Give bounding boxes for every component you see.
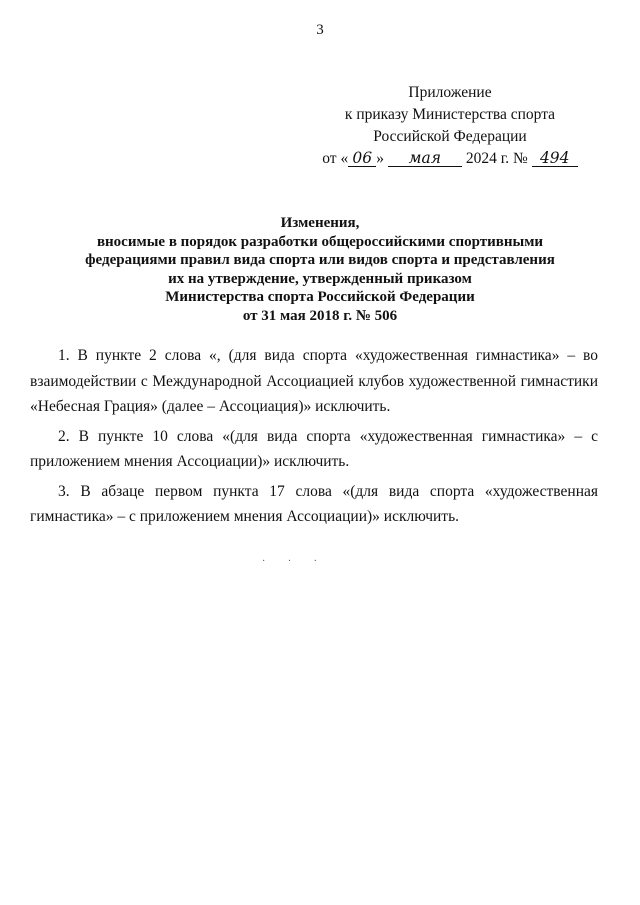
appendix-ministry: Российской Федерации	[373, 128, 527, 145]
title-line-1: Изменения,	[280, 215, 360, 231]
year-text: 2024 г. №	[465, 150, 528, 167]
document-body	[30, 343, 598, 530]
document-title	[40, 214, 600, 325]
handwritten-month: мая	[388, 150, 462, 167]
page-number: 3	[316, 22, 324, 38]
title-line-4: их на утверждение, утвержденный приказом	[168, 270, 472, 287]
title-line-2: вносимые в порядок разработки общероссийскими спортивными	[96, 233, 544, 250]
appendix-header	[300, 82, 600, 170]
paragraph-3: 3. В абзаце первом пункта 17 слова «(для вида спорта «художественная гимнастика» – с приложением мнения Ассоциации)» исключить.	[30, 482, 598, 525]
appendix-title: Приложение	[408, 84, 492, 101]
paragraph-1: 1. В пункте 2 слова «, (для вида спорта «художественная гимнастика» – во взаимодействии с Международной Ассоциацией клубов художественной гимнастики «Небесная Грация» (далее – Ассоциация)» исключить.	[30, 347, 598, 415]
paragraph-2: 2. В пункте 10 слова «(для вида спорта «художественная гимнастика» – с приложением мнения Ассоциации)» исключить.	[30, 427, 598, 470]
title-line-5: Министерства спорта Российской Федерации	[165, 289, 475, 305]
title-line-6: от 31 мая 2018 г. № 506	[242, 307, 398, 324]
appendix-date-line	[300, 148, 600, 170]
date-close-quote: »	[376, 150, 384, 167]
scan-specks: · · ·	[262, 556, 327, 567]
date-prefix: от «	[322, 150, 349, 167]
appendix-order-ref: к приказу Министерства спорта	[344, 106, 556, 123]
handwritten-number: 494	[532, 150, 578, 167]
handwritten-day: 06	[348, 150, 376, 167]
title-line-3: федерациями правил вида спорта или видов спорта и представления	[85, 252, 555, 268]
